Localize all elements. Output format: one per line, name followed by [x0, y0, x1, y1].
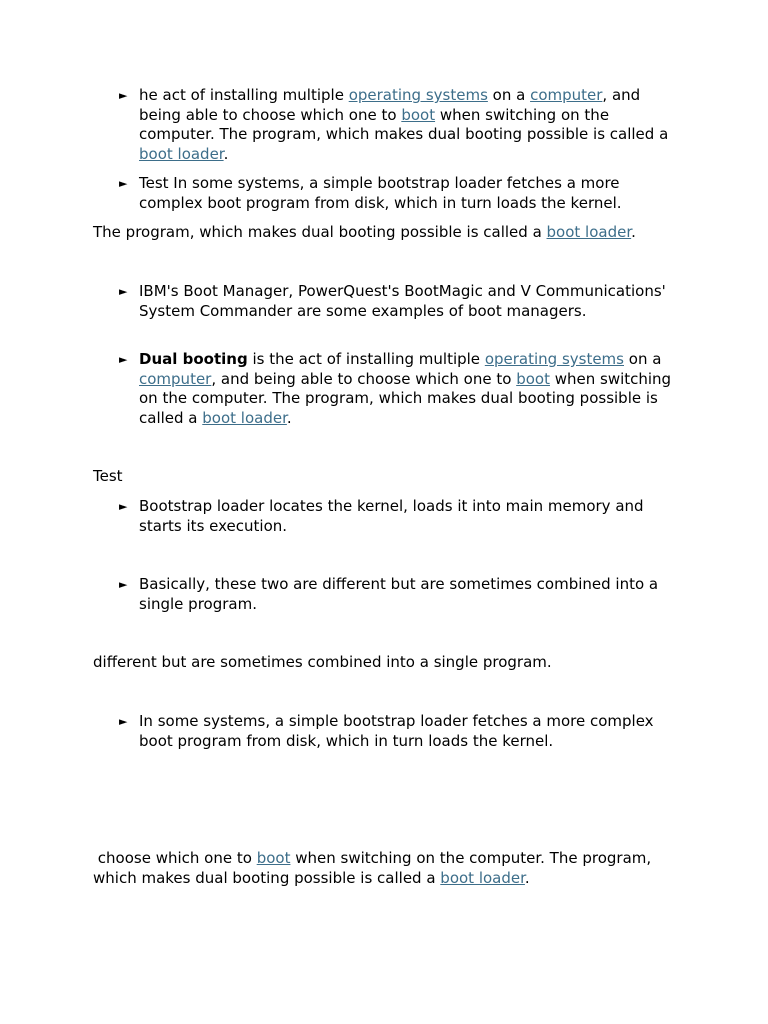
paragraph: Test	[93, 467, 123, 485]
list-item	[119, 86, 679, 164]
list-item-text: Test In some systems, a simple bootstrap loader fetches a more complex boot program from disk, which in turn loads the kernel.	[139, 174, 622, 212]
link-computer[interactable]: computer	[139, 369, 212, 388]
link-boot[interactable]: boot	[401, 105, 436, 124]
link-boot-loader[interactable]: boot loader	[202, 408, 287, 427]
list-item-text: he act of installing multiple operating systems on a computer, and being able to choose which one to boot when switching on the computer. The program, which makes dual booting possible is called a boot loader.	[139, 86, 669, 163]
link-boot-loader[interactable]: boot loader	[546, 223, 632, 241]
link-boot-loader[interactable]: boot loader	[440, 868, 525, 887]
paragraph: choose which one to boot when switching on the computer. The program, which makes dual booting possible is called a boot loader.	[93, 849, 656, 887]
link-computer[interactable]: computer	[530, 86, 603, 104]
list-item	[119, 282, 679, 321]
list-item	[119, 497, 679, 536]
bullet-arrow-icon: ►	[119, 578, 128, 591]
list-item-text: IBM's Boot Manager, PowerQuest's BootMagic and V Communications' System Commander are some examples of boot managers.	[139, 282, 666, 320]
link-boot[interactable]: boot	[256, 849, 291, 867]
bold-term: Dual booting	[139, 350, 248, 368]
link-operating-systems[interactable]: operating systems	[484, 350, 624, 368]
list-item	[119, 174, 679, 213]
bullet-arrow-icon: ►	[119, 500, 128, 513]
list-item-text: Basically, these two are different but are sometimes combined into a single program.	[139, 575, 659, 613]
bullet-arrow-icon: ►	[119, 285, 128, 298]
list-item-text: In some systems, a simple bootstrap loader fetches a more complex boot program from disk, which in turn loads the kernel.	[139, 712, 654, 750]
bullet-arrow-icon: ►	[119, 715, 128, 728]
bullet-arrow-icon: ►	[119, 89, 128, 102]
list-item	[119, 712, 679, 751]
list-item-text: Bootstrap loader locates the kernel, loads it into main memory and starts its execution.	[139, 497, 644, 535]
link-boot[interactable]: boot	[516, 369, 550, 388]
link-operating-systems[interactable]: operating systems	[348, 86, 488, 104]
bullet-arrow-icon: ►	[119, 353, 128, 366]
paragraph: The program, which makes dual booting possible is called a boot loader.	[93, 223, 636, 241]
list-item	[119, 350, 679, 428]
list-item-text: Dual booting is the act of installing multiple operating systems on a computer, and being able to choose which one to boot when switching on the computer. The program, which makes dual booting possible is called a boot loader.	[139, 350, 672, 427]
link-boot-loader[interactable]: boot loader	[139, 144, 224, 163]
bullet-arrow-icon: ►	[119, 177, 128, 190]
list-item	[119, 575, 679, 614]
paragraph: different but are sometimes combined into a single program.	[93, 653, 552, 671]
